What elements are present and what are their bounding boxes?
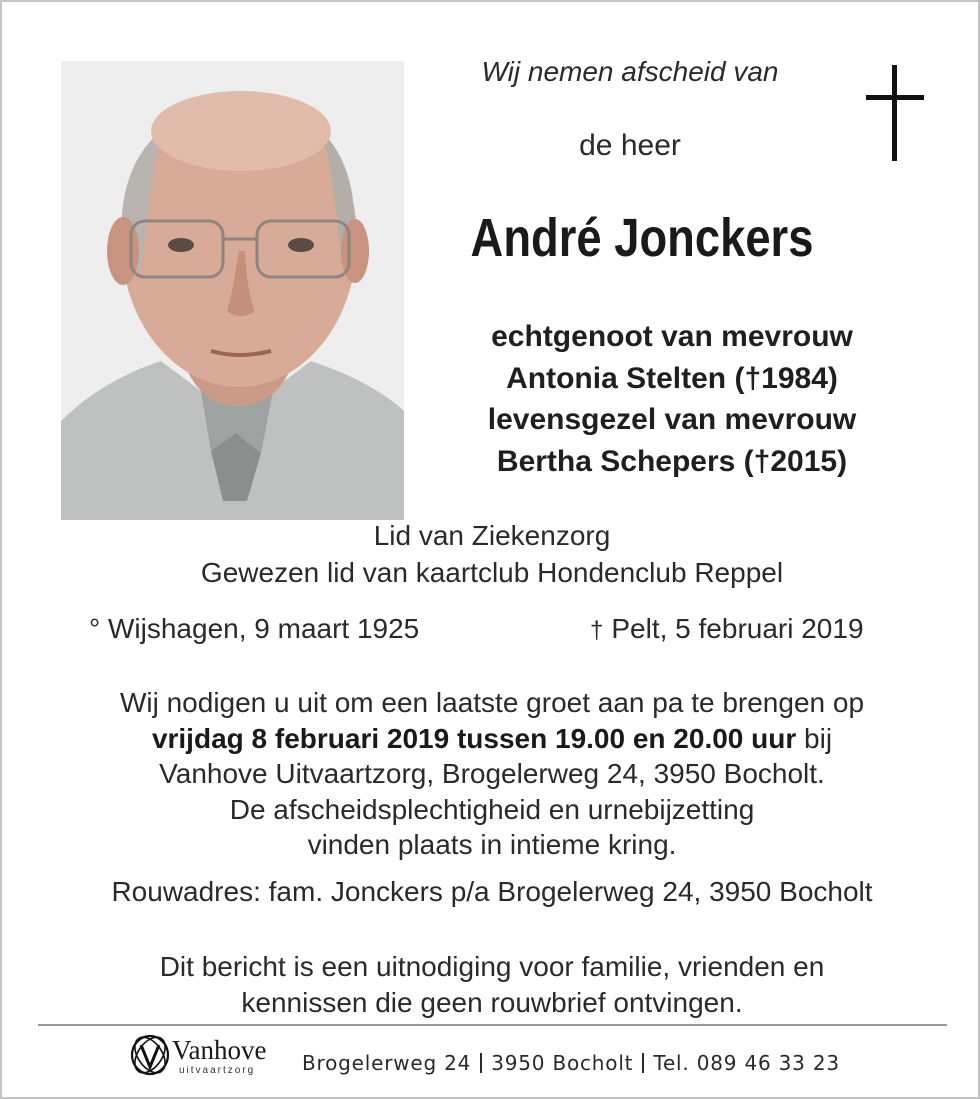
notice-block — [2, 949, 980, 1021]
membership-line: Lid van Ziekenzorg — [373, 520, 611, 551]
vanhove-logo-icon — [129, 1033, 171, 1077]
invitation-line: vrijdag 8 februari 2019 tussen 19.00 en 20.00 uur bij — [151, 722, 833, 754]
notice-line: kennissen die geen rouwbrief ontvingen. — [241, 987, 743, 1018]
footer-contact — [302, 1051, 840, 1075]
footer-city: 3950 Bocholt — [491, 1051, 634, 1075]
membership-line: Gewezen lid van kaartclub Hondenclub Reppel — [200, 557, 784, 588]
memberships-block — [2, 517, 980, 591]
relation-line: Bertha Schepers (†2015) — [496, 444, 848, 478]
invitation-line: Wij nodigen u uit om een laatste groet aan pa te brengen op — [119, 687, 865, 718]
death-cross-icon: † — [590, 617, 604, 644]
deceased-name: André Jonckers — [470, 208, 814, 268]
cross-icon — [866, 65, 924, 161]
footer-address: Brogelerweg 24 — [302, 1051, 472, 1075]
mourning-address: Rouwadres: fam. Jonckers p/a Brogelerweg 24, 3950 Bocholt — [111, 876, 873, 907]
salutation: de heer — [579, 129, 681, 162]
portrait-photo — [61, 61, 404, 520]
death-info — [590, 613, 864, 645]
portrait-image — [61, 61, 404, 520]
footer-divider — [38, 1024, 947, 1026]
footer-phone: Tel. 089 46 33 23 — [653, 1051, 840, 1075]
logo-subtitle: uitvaartzorg — [179, 1065, 256, 1076]
relations-block — [422, 316, 922, 482]
relation-line: echtgenoot van mevrouw — [491, 320, 853, 353]
invitation-block — [22, 685, 962, 863]
logo-wordmark: Vanhove — [172, 1035, 267, 1065]
intro-text: Wij nemen afscheid van — [481, 56, 779, 87]
separator — [642, 1053, 644, 1073]
visitation-datetime: vrijdag 8 februari 2019 tussen 19.00 en 20.00 uur — [151, 722, 797, 754]
invitation-line: vinden plaats in intieme kring. — [307, 829, 677, 860]
notice-line: Dit bericht is een uitnodiging voor familie, vrienden en — [159, 951, 825, 982]
separator — [480, 1053, 482, 1073]
birth-info: ° Wijshagen, 9 maart 1925 — [89, 613, 420, 644]
invitation-line: De afscheidsplechtigheid en urnebijzetting — [229, 793, 755, 825]
invitation-line: Vanhove Uitvaartzorg, Brogelerweg 24, 3950 Bocholt. — [159, 758, 825, 789]
death-text: Pelt, 5 februari 2019 — [611, 613, 864, 644]
relation-line: Antonia Stelten (†1984) — [506, 361, 838, 395]
relation-line: levensgezel van mevrouw — [487, 403, 857, 436]
